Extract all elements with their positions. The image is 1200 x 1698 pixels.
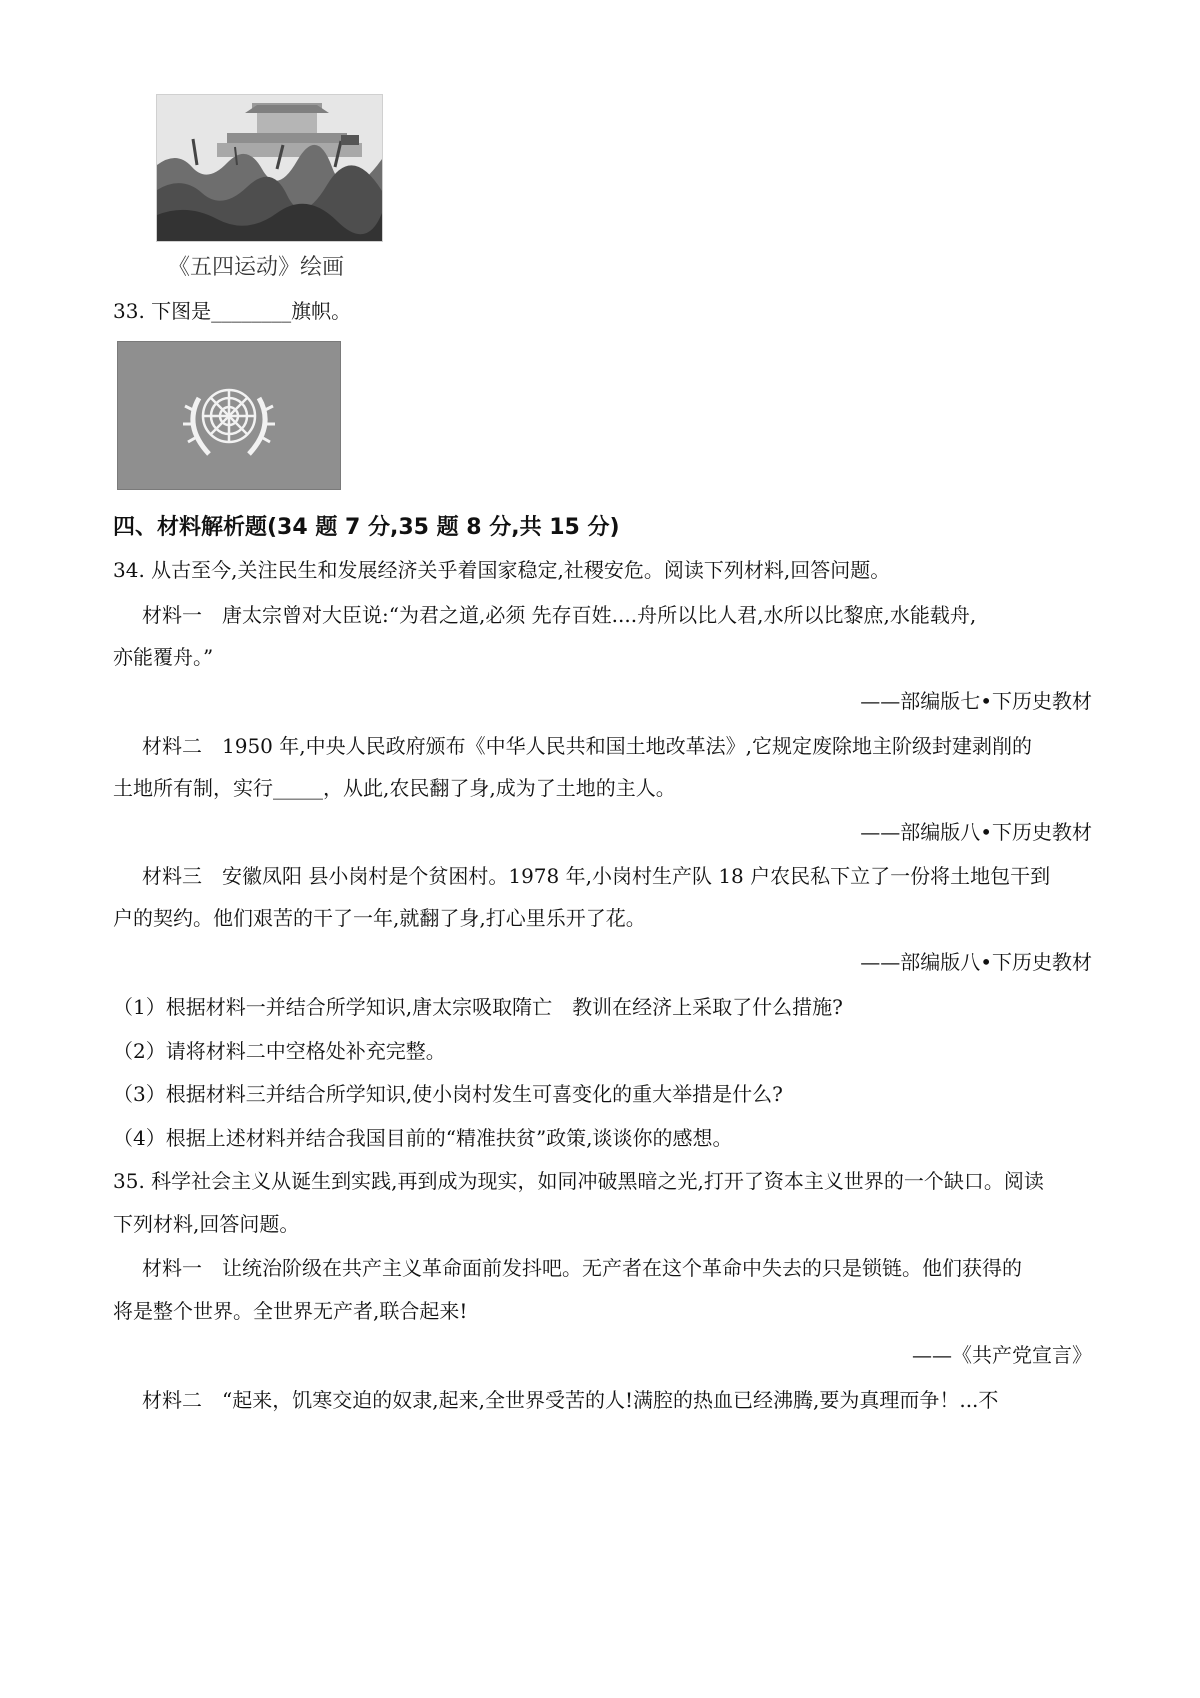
painting-caption: 《五四运动》绘画 <box>168 255 345 280</box>
q35-material-2-line-1: 材料二 “起来，饥寒交迫的奴隶,起来,全世界受苦的人!满腔的热血已经沸腾,要为真理而争！...不 <box>142 1388 999 1412</box>
question-34-intro: 34. 从古至今,关注民生和发展经济关乎着国家稳定,社稷安危。阅读下列材料,回答问题。 <box>113 558 891 582</box>
material-1-line-1: 材料一 唐太宗曾对大臣说:“为君之道,必须 先存百姓....舟所以比人君,水所以比黎庶,水能载舟, <box>142 603 977 627</box>
sub-question-2: （2）请将材料二中空格处补充完整。 <box>113 1039 446 1063</box>
may-fourth-movement-painting <box>156 94 383 242</box>
sub-question-1: （1）根据材料一并结合所学知识,唐太宗吸取隋亡 教训在经济上采取了什么措施? <box>113 995 843 1019</box>
section-title: 四、材料解析题(34 题 7 分,35 题 8 分,共 15 分) <box>113 515 620 540</box>
material-2-line-2 <box>113 773 676 803</box>
material-3-line-1: 材料三 安徽凤阳 县小岗村是个贫困村。1978 年,小岗村生产队 18 户农民私下立了一份将土地包干到 <box>142 864 1051 888</box>
material-1-line-2: 亦能覆舟。” <box>113 645 214 669</box>
material-3-source: ——部编版八•下历史教材 <box>860 950 1092 974</box>
material-2-text-before: 土地所有制，实行 <box>113 776 273 800</box>
sub-question-4: （4）根据上述材料并结合我国目前的“精准扶贫”政策,谈谈你的感想。 <box>113 1126 733 1150</box>
painting-illustration <box>157 95 382 241</box>
question-33 <box>113 296 351 326</box>
question-35-intro-line-1: 35. 科学社会主义从诞生到实践,再到成为现实，如同冲破黑暗之光,打开了资本主义世界的一个缺口。阅读 <box>113 1169 1044 1193</box>
q35-material-1-line-2: 将是整个世界。全世界无产者,联合起来! <box>113 1299 468 1323</box>
answer-blank: ________ <box>211 299 292 323</box>
sub-question-3: （3）根据材料三并结合所学知识,使小岗村发生可喜变化的重大举措是什么? <box>113 1082 783 1106</box>
material-1-source: ——部编版七•下历史教材 <box>860 689 1092 713</box>
united-nations-flag <box>117 341 341 490</box>
question-text-after: 旗帜。 <box>291 299 352 323</box>
q35-material-1-line-1: 材料一 让统治阶级在共产主义革命面前发抖吧。无产者在这个革命中失去的只是锁链。他们获得的 <box>142 1256 1022 1280</box>
q35-material-1-source: ——《共产党宣言》 <box>912 1343 1092 1367</box>
un-emblem-icon <box>118 342 340 489</box>
question-35-intro-line-2: 下列材料,回答问题。 <box>113 1212 300 1236</box>
material-3-line-2: 户的契约。他们艰苦的干了一年,就翻了身,打心里乐开了花。 <box>113 906 646 930</box>
material-2-blank: _____ <box>273 776 323 800</box>
question-number: 33. <box>113 299 145 323</box>
question-text-before: 下图是 <box>151 299 212 323</box>
material-2-text-after: ，从此,农民翻了身,成为了土地的主人。 <box>323 776 676 800</box>
material-2-source: ——部编版八•下历史教材 <box>860 820 1092 844</box>
material-2-line-1: 材料二 1950 年,中央人民政府颁布《中华人民共和国土地改革法》,它规定废除地主阶级封建剥削的 <box>142 734 1032 758</box>
